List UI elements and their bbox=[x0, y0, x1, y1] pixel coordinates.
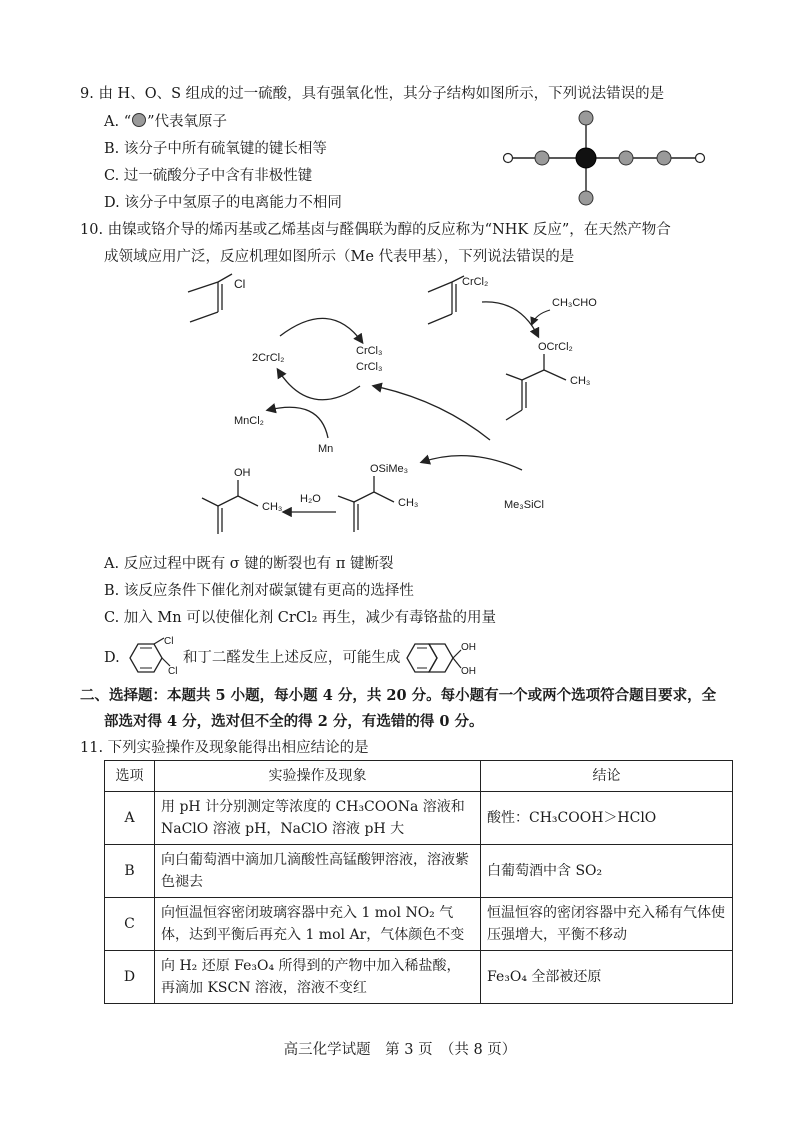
q9-option-a bbox=[104, 110, 227, 131]
vinyl-chloride-structure bbox=[188, 274, 232, 322]
alcohol-product-structure bbox=[202, 480, 258, 534]
row-operation: 向白葡萄酒中滴加几滴酸性高锰酸钾溶液，溶液紫色褪去 bbox=[155, 845, 481, 898]
table-header-row bbox=[105, 761, 733, 792]
label-ch3cho: CH₃CHO bbox=[552, 297, 597, 309]
label-crcl3-a: CrCl₃ bbox=[356, 345, 383, 357]
label-2crcl2: 2CrCl₂ bbox=[252, 352, 285, 364]
o-atom-5 bbox=[657, 151, 671, 165]
label-ch3-top: CH₃ bbox=[570, 375, 591, 387]
tetrahydronaphthalenediol-structure bbox=[405, 638, 487, 678]
page-footer: 高三化学试题 第 3 页 （共 8 页） bbox=[283, 1042, 517, 1058]
q10-stem-line2: 成领域应用广泛，反应机理如图所示（Me 代表甲基），下列说法错误的是 bbox=[104, 249, 575, 265]
table-row bbox=[105, 845, 733, 898]
arrow-mn-to-mncl2 bbox=[268, 407, 328, 438]
table-row bbox=[105, 792, 733, 845]
q10-option-a: A. 反应过程中既有 σ 键的断裂也有 π 键断裂 bbox=[104, 556, 394, 572]
svg-text:Cl: Cl bbox=[168, 666, 178, 677]
cycle-arc-bottom bbox=[278, 370, 360, 400]
ocrcl2-intermediate-structure bbox=[506, 354, 566, 420]
svg-text:OH: OH bbox=[461, 642, 477, 653]
label-osime3: OSiMe₃ bbox=[370, 463, 409, 475]
label-mn: Mn bbox=[318, 443, 334, 455]
arrow-to-silyl-ether bbox=[422, 456, 522, 470]
row-conclusion: 酸性：CH₃COOH＞HClO bbox=[481, 792, 733, 845]
oxygen-dot-icon bbox=[132, 113, 146, 127]
q9-stem: 9. 由 H、O、S 组成的过一硫酸，具有强氧化性，其分子结构如图所示，下列说法错误的是 bbox=[80, 86, 665, 102]
q9-molecule-diagram bbox=[500, 106, 720, 216]
label-cl: Cl bbox=[234, 277, 246, 291]
row-conclusion: 恒温恒容的密闭容器中充入稀有气体使压强增大，平衡不移动 bbox=[481, 898, 733, 951]
q9-option-b: B. 该分子中所有硫氧键的键长相等 bbox=[104, 141, 327, 157]
arrow-to-crcl3 bbox=[374, 386, 490, 440]
o-atom-2 bbox=[579, 111, 593, 125]
q10-option-b: B. 该反应条件下催化剂对碳氯键有更高的选择性 bbox=[104, 583, 414, 599]
label-mncl2: MnCl₂ bbox=[234, 415, 264, 427]
q10-stem-line1: 10. 由镍或铬介导的烯丙基或乙烯基卤与醛偶联为醇的反应称为“NHK 反应”，在天然产物合 bbox=[80, 222, 671, 238]
arrow-aldehyde-in bbox=[532, 310, 550, 324]
row-option: B bbox=[105, 845, 155, 898]
q9-option-a-post: ”代表氧原子 bbox=[147, 114, 228, 130]
cycle-arc-top bbox=[280, 318, 362, 342]
row-conclusion: Fe₃O₄ 全部被还原 bbox=[481, 951, 733, 1004]
label-crcl3-b: CrCl₃ bbox=[356, 361, 383, 373]
label-ocrcl2: OCrCl₂ bbox=[538, 341, 573, 353]
q9-option-c: C. 过一硫酸分子中含有非极性键 bbox=[104, 168, 313, 184]
label-h2o: H₂O bbox=[300, 493, 321, 505]
q10-option-d bbox=[104, 638, 487, 678]
q10-option-c: C. 加入 Mn 可以使催化剂 CrCl₂ 再生，减少有毒铬盐的用量 bbox=[104, 610, 496, 626]
q9-option-a-pre: A. “ bbox=[104, 114, 132, 130]
table-row bbox=[105, 951, 733, 1004]
h-atom-left bbox=[504, 154, 513, 163]
svg-text:Cl: Cl bbox=[164, 636, 174, 647]
svg-text:OH: OH bbox=[461, 666, 477, 677]
section2-heading-line2: 部选对得 4 分，选对但不全的得 2 分，有选错的得 0 分。 bbox=[104, 713, 484, 730]
label-oh: OH bbox=[234, 467, 251, 479]
dichlorobenzene-structure bbox=[124, 638, 178, 678]
s-atom bbox=[576, 148, 596, 168]
row-option: D bbox=[105, 951, 155, 1004]
header-option: 选项 bbox=[105, 761, 155, 792]
table-row bbox=[105, 898, 733, 951]
row-operation: 向恒温恒容密闭玻璃容器中充入 1 mol NO₂ 气体，达到平衡后再充入 1 mol Ar，气体颜色不变 bbox=[155, 898, 481, 951]
label-ch3-mid: CH₃ bbox=[398, 497, 419, 509]
header-conclusion: 结论 bbox=[481, 761, 733, 792]
section2-heading-line1: 二、选择题：本题共 5 小题，每小题 4 分，共 20 分。每小题有一个或两个选项符合题目要求，全 bbox=[80, 687, 717, 704]
row-option: A bbox=[105, 792, 155, 845]
q9-option-d: D. 该分子中氢原子的电离能力不相同 bbox=[104, 195, 342, 211]
arrow-to-aldehyde bbox=[482, 302, 538, 336]
label-crcl2: CrCl₂ bbox=[462, 276, 489, 288]
row-conclusion: 白葡萄酒中含 SO₂ bbox=[481, 845, 733, 898]
o-atom-3 bbox=[579, 191, 593, 205]
label-ch3-product: CH₃ bbox=[262, 501, 283, 513]
q10-option-d-mid: 和丁二醛发生上述反应，可能生成 bbox=[182, 650, 401, 666]
o-atom-1 bbox=[535, 151, 549, 165]
row-operation: 向 H₂ 还原 Fe₃O₄ 所得到的产物中加入稀盐酸，再滴加 KSCN 溶液，溶液不变红 bbox=[155, 951, 481, 1004]
q10-option-d-pre: D. bbox=[104, 650, 120, 666]
row-operation: 用 pH 计分别测定等浓度的 CH₃COONa 溶液和 NaClO 溶液 pH，NaClO 溶液 pH 大 bbox=[155, 792, 481, 845]
row-option: C bbox=[105, 898, 155, 951]
header-operation: 实验操作及现象 bbox=[155, 761, 481, 792]
nhk-mechanism-diagram bbox=[160, 270, 800, 540]
vinyl-crcl2-structure bbox=[428, 276, 464, 324]
q11-stem: 11. 下列实验操作及现象能得出相应结论的是 bbox=[80, 740, 369, 756]
label-me3sicl: Me₃SiCl bbox=[504, 499, 544, 511]
osime3-intermediate-structure bbox=[338, 476, 394, 532]
o-atom-4 bbox=[619, 151, 633, 165]
h-atom-right bbox=[696, 154, 705, 163]
experiment-table bbox=[104, 760, 733, 1004]
